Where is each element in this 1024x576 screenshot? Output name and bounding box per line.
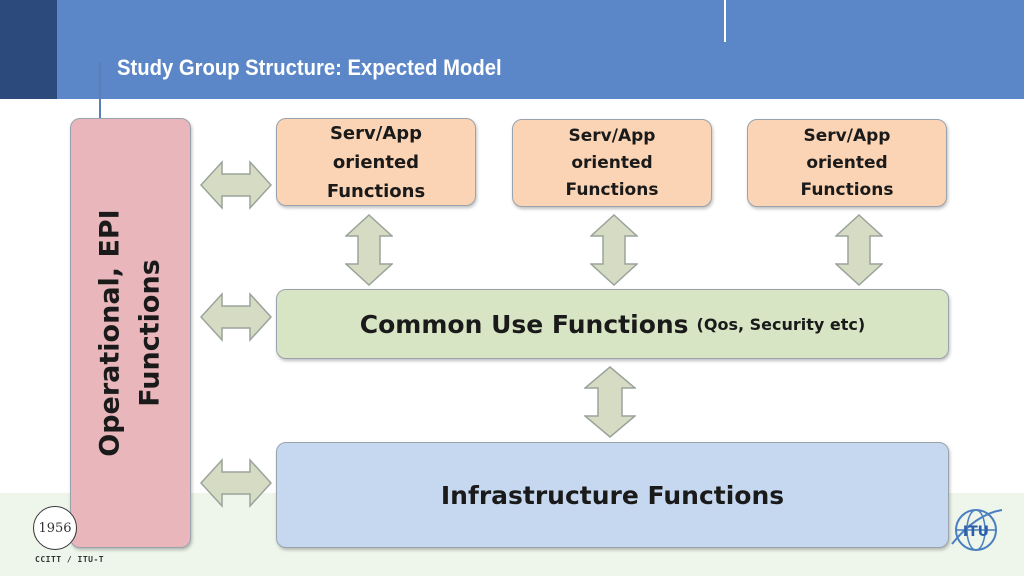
header-divider bbox=[724, 0, 726, 42]
serv-app-box-3 bbox=[747, 119, 947, 207]
common-use-sublabel: (Qos, Security etc) bbox=[696, 314, 866, 334]
arrow-horizontal-serv bbox=[200, 160, 272, 210]
operational-epi-label bbox=[91, 209, 171, 456]
serv-app-box-2-line2: oriented bbox=[571, 152, 653, 173]
header-bar bbox=[0, 0, 1024, 99]
serv-app-box-1 bbox=[276, 118, 476, 206]
arrow-horizontal-infra bbox=[200, 458, 272, 508]
serv-app-box-3-line2: oriented bbox=[806, 152, 888, 173]
serv-app-box-3-line3: Functions bbox=[800, 179, 894, 200]
serv-app-box-2 bbox=[512, 119, 712, 207]
operational-epi-line2: Functions bbox=[134, 259, 166, 407]
arrow-horizontal-common bbox=[200, 292, 272, 342]
operational-epi-box bbox=[70, 118, 191, 548]
arrow-vertical-serv-2 bbox=[590, 214, 638, 286]
title-tick bbox=[99, 62, 101, 122]
common-use-label: Common Use Functions bbox=[359, 309, 689, 339]
arrow-vertical-serv-3 bbox=[835, 214, 883, 286]
serv-app-box-3-line1: Serv/App bbox=[803, 125, 891, 146]
header-accent bbox=[0, 0, 57, 99]
infrastructure-label: Infrastructure Functions bbox=[440, 480, 785, 510]
serv-app-box-1-line2: oriented bbox=[332, 151, 420, 173]
operational-epi-line1: Operational, EPI bbox=[94, 209, 126, 457]
common-use-box bbox=[276, 289, 949, 359]
serv-app-box-2-line3: Functions bbox=[565, 179, 659, 200]
slide-title: Study Group Structure: Expected Model bbox=[117, 55, 502, 80]
anniversary-caption: CCITT / ITU-T bbox=[35, 555, 105, 564]
arrow-vertical-serv-1 bbox=[345, 214, 393, 286]
anniversary-year: 1956 bbox=[38, 520, 72, 536]
arrow-vertical-common-infra bbox=[584, 366, 636, 438]
serv-app-box-1-line3: Functions bbox=[326, 180, 426, 202]
anniversary-logo bbox=[33, 506, 77, 550]
serv-app-box-1-line1: Serv/App bbox=[329, 122, 423, 144]
itu-logo-text: ITU bbox=[962, 524, 990, 540]
serv-app-box-2-line1: Serv/App bbox=[568, 125, 656, 146]
infrastructure-box bbox=[276, 442, 949, 548]
itu-logo-icon bbox=[948, 500, 1004, 560]
